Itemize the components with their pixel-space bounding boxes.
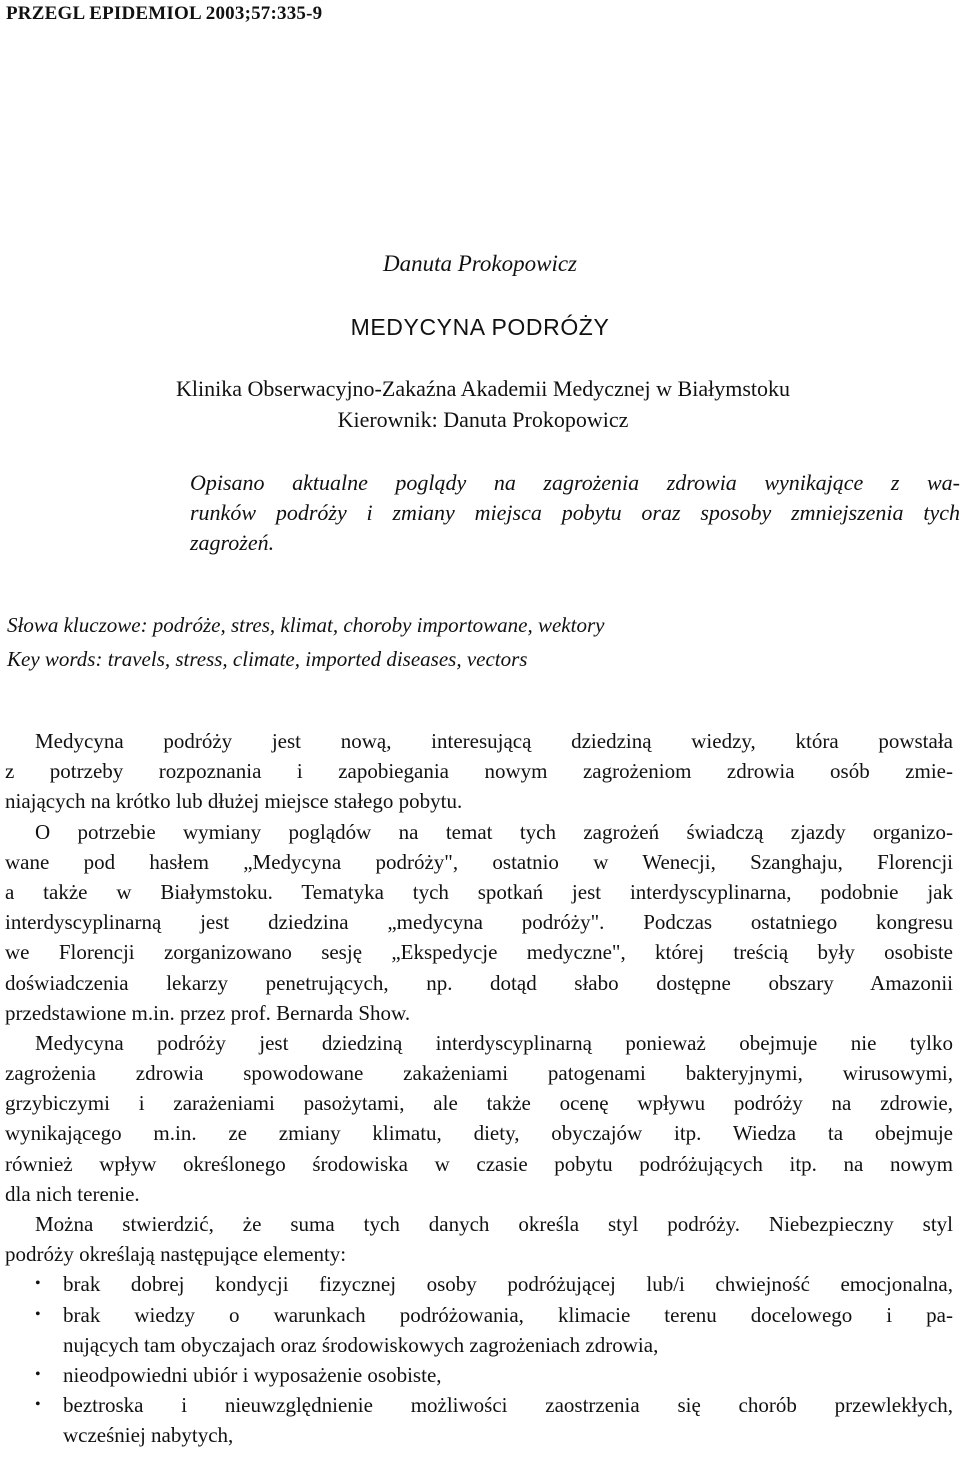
bullet-marker: • <box>35 1396 41 1414</box>
body-line: Medycyna podróży jest nową, interesującą dziedziną wiedzy, która powstała <box>35 729 953 753</box>
keywords-block <box>7 608 604 676</box>
body-line: we Florencji zorganizowano sesję „Ekspedycje medyczne", której treścią były osobiste <box>5 940 953 965</box>
bullet-marker: • <box>35 1365 41 1383</box>
abstract-line: zagrożeń. <box>190 530 275 555</box>
body-line: doświadczenia lekarzy penetrujących, np. dotąd słabo dostępne obszary Amazonii <box>5 970 953 995</box>
bullet-marker: • <box>35 1275 41 1293</box>
body-line: wane pod hasłem „Medycyna podróży", ostatnio w Wenecji, Szanghaju, Florencji <box>5 849 953 874</box>
keywords-polish: Słowa kluczowe: podróże, stres, klimat, choroby importowane, wektory <box>7 613 605 637</box>
bullet-item <box>5 1269 953 1299</box>
body-line: z potrzeby rozpoznania i zapobiegania nowym zagrożeniom zdrowia osób zmie- <box>5 759 953 784</box>
article-body <box>5 726 953 1451</box>
bullet-item <box>5 1390 953 1420</box>
body-line: O potrzebie wymiany poglądów na temat tych zagrożeń świadczą zjazdy organizo- <box>35 819 953 844</box>
bullet-text: beztroska i nieuwzględnienie możliwości zaostrzenia się chorób przewlekłych, <box>63 1393 953 1418</box>
body-line: interdyscyplinarną jest dziedzina „medycyna podróży". Podczas ostatniego kongresu <box>5 910 953 935</box>
bullet-item <box>5 1360 953 1390</box>
body-line: niających na krótko lub dłużej miejsce stałego pobytu. <box>5 789 463 814</box>
bullet-text: nieodpowiedni ubiór i wyposażenie osobiste, <box>63 1362 442 1387</box>
abstract-line: runków podróży i zmiany miejsca pobytu oraz sposoby zmniejszenia tych <box>190 500 960 525</box>
body-line: Medycyna podróży jest dziedziną interdyscyplinarną ponieważ obejmuje nie tylko <box>35 1030 953 1055</box>
article-title: MEDYCYNA PODRÓŻY <box>350 314 610 340</box>
body-line: a także w Białymstoku. Tematyka tych spotkań jest interdyscyplinarna, podobnie jak <box>5 879 953 904</box>
article-author: Danuta Prokopowicz <box>383 251 577 276</box>
body-line: również wpływ określonego środowiska w czasie pobytu podróżujących itp. na nowym <box>5 1151 953 1176</box>
body-line: grzybiczymi i zarażeniami pasożytami, ale także ocenę wpływu podróży na zdrowie, <box>5 1091 953 1116</box>
body-line: przedstawione m.in. przez prof. Bernarda Show. <box>5 1000 411 1025</box>
body-line: dla nich terenie. <box>5 1181 140 1206</box>
department-head: Kierownik: Danuta Prokopowicz <box>337 407 629 432</box>
running-head: PRZEGL EPIDEMIOL 2003;57:335-9 <box>6 3 323 24</box>
bullet-continuation: nujących tam obyczajach oraz środowiskowych zagrożeniach zdrowia, <box>63 1332 659 1357</box>
abstract-line: Opisano aktualne poglądy na zagrożenia zdrowia wynikające z wa- <box>190 470 960 495</box>
body-line: podróży określają następujące elementy: <box>5 1242 347 1267</box>
affiliation: Klinika Obserwacyjno-Zakaźna Akademii Medycznej w Białymstoku <box>176 376 790 401</box>
body-line: zagrożenia zdrowia spowodowane zakażeniami patogenami bakteryjnymi, wirusowymi, <box>5 1061 953 1086</box>
bullet-item <box>5 1300 953 1330</box>
body-line: wynikającego m.in. ze zmiany klimatu, diety, obyczajów itp. Wiedza ta obejmuje <box>5 1121 953 1146</box>
bullet-continuation: wcześniej nabytych, <box>63 1423 234 1448</box>
body-line: Można stwierdzić, że suma tych danych określa styl podróży. Niebezpieczny styl <box>35 1212 953 1236</box>
bullet-text: brak wiedzy o warunkach podróżowania, klimacie terenu docelowego i pa- <box>63 1302 953 1327</box>
bullet-marker: • <box>35 1305 41 1323</box>
abstract <box>190 468 960 558</box>
keywords-english: Key words: travels, stress, climate, imported diseases, vectors <box>7 647 528 671</box>
bullet-text: brak dobrej kondycji fizycznej osoby podróżującej lub/i chwiejność emocjonalna, <box>63 1272 953 1297</box>
